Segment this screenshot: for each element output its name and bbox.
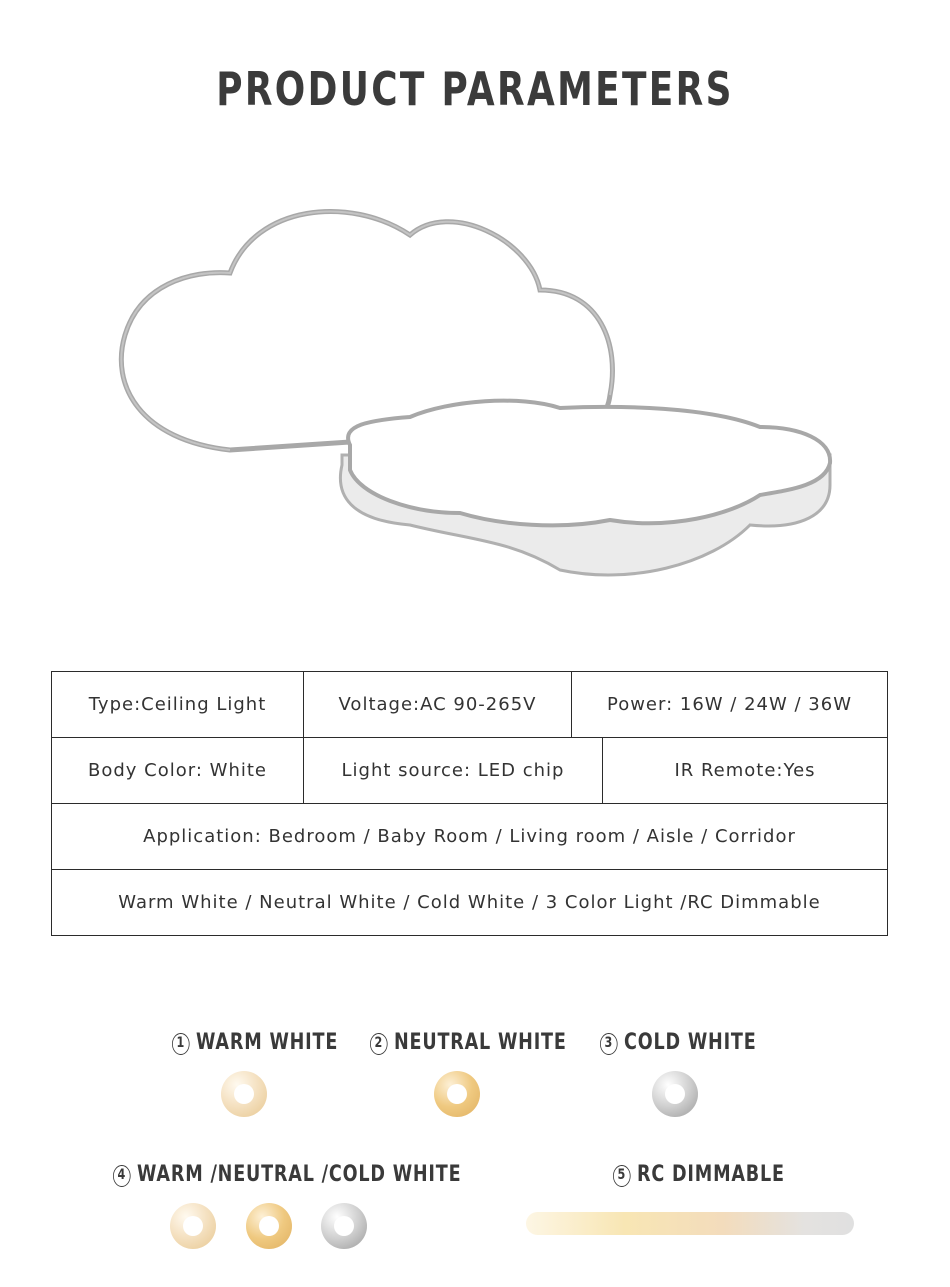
spec-voltage: Voltage:AC 90-265V bbox=[304, 672, 572, 737]
cold-light-ring-icon bbox=[652, 1071, 698, 1117]
dimming-gradient-bar bbox=[526, 1212, 854, 1235]
spec-light-source: Light source: LED chip bbox=[304, 738, 603, 803]
option-rc-dimmable bbox=[613, 1162, 785, 1187]
option-number: 2 bbox=[370, 1033, 388, 1055]
option-number: 5 bbox=[613, 1165, 631, 1187]
option-label: NEUTRAL WHITE bbox=[394, 1030, 567, 1055]
spec-row bbox=[52, 804, 887, 870]
spec-table bbox=[51, 671, 888, 936]
page-title: PRODUCT PARAMETERS bbox=[216, 62, 734, 116]
spec-color-modes: Warm White / Neutral White / Cold White / 3 Color Light /RC Dimmable bbox=[118, 892, 821, 913]
option-number: 4 bbox=[113, 1165, 131, 1187]
spec-row bbox=[52, 738, 887, 804]
option-cold-white bbox=[600, 1030, 757, 1055]
cold-light-ring-icon bbox=[321, 1203, 367, 1249]
warm-light-ring-icon bbox=[221, 1071, 267, 1117]
spec-power: Power: 16W / 24W / 36W bbox=[606, 694, 852, 715]
spec-body-color: Body Color: White bbox=[52, 738, 304, 803]
option-warm-white bbox=[172, 1030, 338, 1055]
option-number: 3 bbox=[600, 1033, 618, 1055]
option-number: 1 bbox=[172, 1033, 190, 1055]
spec-row bbox=[52, 870, 887, 935]
option-label: WARM /NEUTRAL /COLD WHITE bbox=[137, 1162, 462, 1187]
option-label: WARM WHITE bbox=[196, 1030, 339, 1055]
spec-type: Type:Ceiling Light bbox=[52, 672, 304, 737]
option-label: RC DIMMABLE bbox=[637, 1162, 785, 1187]
product-image bbox=[110, 195, 850, 595]
option-neutral-white bbox=[370, 1030, 567, 1055]
spec-row bbox=[52, 672, 887, 738]
option-tri-color bbox=[113, 1162, 461, 1187]
spec-application: Application: Bedroom / Baby Room / Living room / Aisle / Corridor bbox=[143, 826, 796, 847]
warm-light-ring-icon bbox=[170, 1203, 216, 1249]
option-label: COLD WHITE bbox=[624, 1030, 757, 1055]
spec-ir-remote: IR Remote:Yes bbox=[674, 760, 816, 781]
neutral-light-ring-icon bbox=[434, 1071, 480, 1117]
neutral-light-ring-icon bbox=[246, 1203, 292, 1249]
